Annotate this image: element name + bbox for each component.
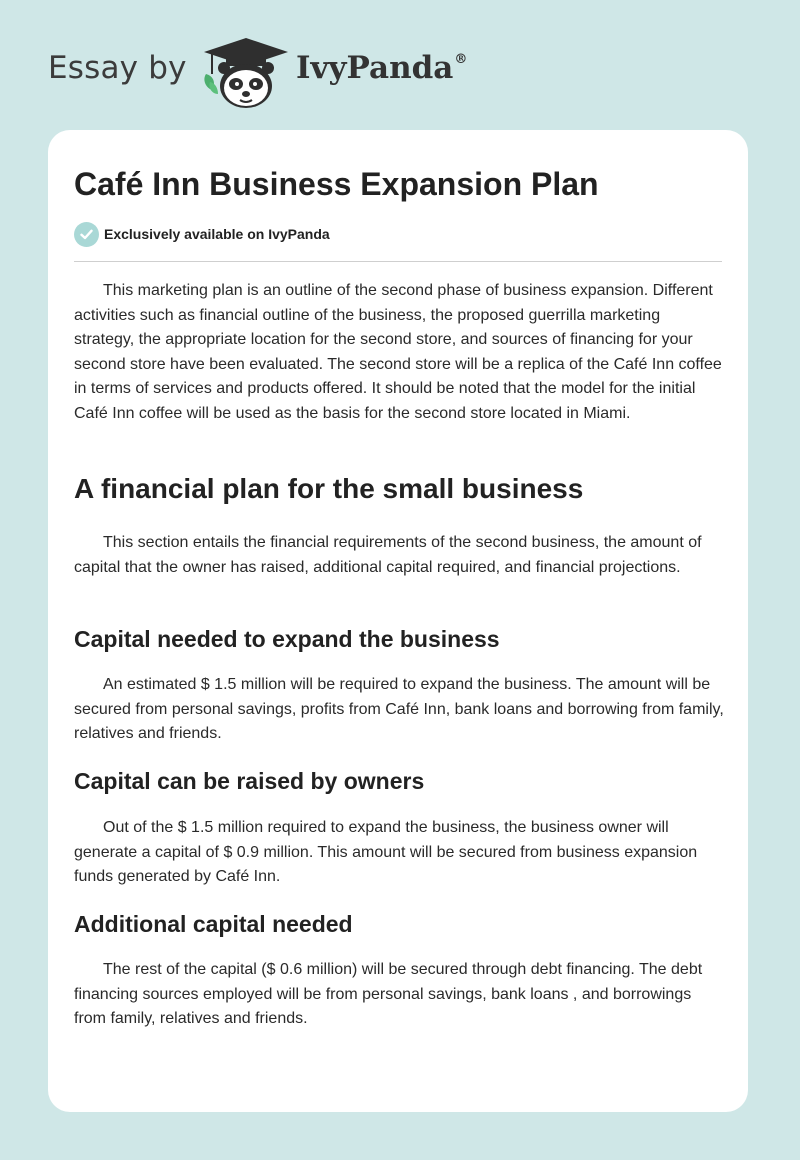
section-heading-capital-raised: Capital can be raised by owners bbox=[74, 768, 425, 794]
section-text-financial-plan: This section entails the financial requirements of the second business, the amount of capital that the owner has raised, additional capital required, and financial projections. bbox=[74, 534, 702, 576]
section-heading-additional-capital: Additional capital needed bbox=[74, 911, 353, 937]
site-header bbox=[0, 0, 800, 130]
section-heading-financial-plan: A financial plan for the small business bbox=[74, 473, 584, 504]
check-icon bbox=[74, 222, 99, 247]
brand-text: IvyPanda bbox=[296, 50, 454, 86]
title-divider bbox=[74, 261, 722, 262]
article-card bbox=[48, 130, 748, 1112]
panda-graduate-icon[interactable] bbox=[200, 36, 292, 110]
section-text-capital-raised: Out of the $ 1.5 million required to expand the business, the business owner will generate a capital of $ 0.9 million. This amount will be secured from business expansion funds generated by Café Inn. bbox=[74, 819, 698, 886]
section-text-capital-needed: An estimated $ 1.5 million will be required to expand the business. The amount will be secured from personal savings, profits from Café Inn, bank loans and borrowing from family, relatives and friends. bbox=[74, 676, 724, 743]
registered-mark: ® bbox=[454, 51, 468, 67]
section-heading-capital-needed: Capital needed to expand the business bbox=[74, 626, 500, 652]
exclusive-badge bbox=[74, 221, 330, 247]
exclusive-label: Exclusively available on IvyPanda bbox=[104, 226, 330, 242]
section-text-additional-capital: The rest of the capital ($ 0.6 million) will be secured through debt financing. The debt financing sources employed will be from personal savings, bank loans , and borrowings from family, relatives and friends. bbox=[74, 961, 703, 1028]
intro-paragraph: This marketing plan is an outline of the second phase of business expansion. Different activities such as financial outline of the business, the proposed guerrilla marketing strategy, the appropriate location for the second store, and sources of financing for your second store have been evaluated. The second store will be a replica of the Café Inn coffee in terms of services and products offered. It should be noted that the model for the initial Café Inn coffee will be used as the basis for the second store located in Miami. bbox=[74, 282, 722, 422]
essay-by-label: Essay by bbox=[48, 50, 187, 86]
page-title: Café Inn Business Expansion Plan bbox=[74, 166, 599, 202]
brand-name[interactable] bbox=[296, 50, 467, 86]
